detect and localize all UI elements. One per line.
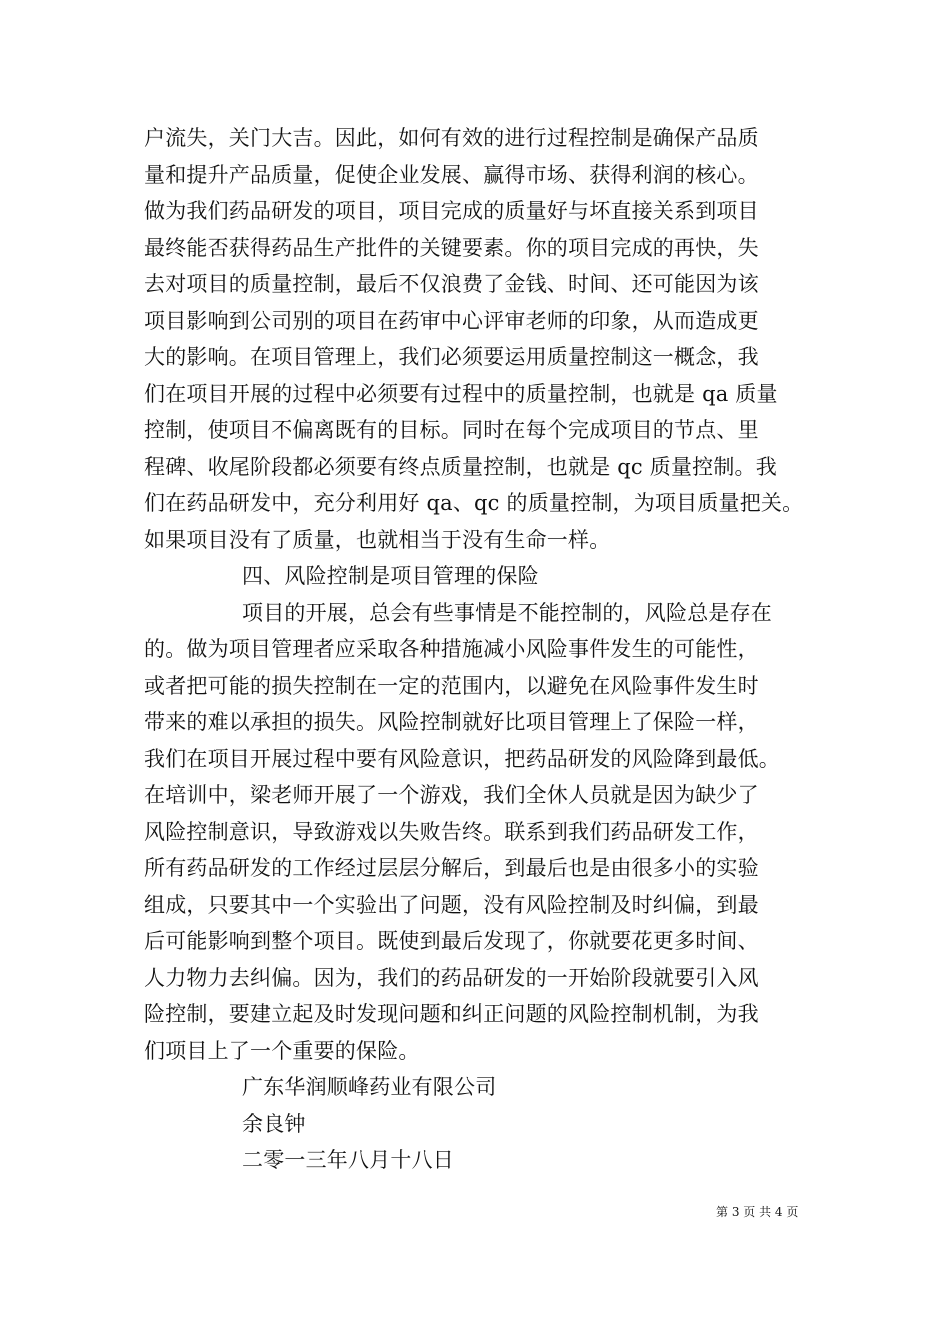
text-line: 四、风险控制是项目管理的保险 — [242, 564, 539, 588]
document-body — [144, 120, 824, 1179]
text-line: 我们在项目开展过程中要有风险意识，把药品研发的风险降到最低。 — [144, 746, 780, 771]
text-line: 所有药品研发的工作经过层层分解后，到最后也是由很多小的实验 — [144, 856, 759, 880]
text-line: 最终能否获得药品生产批件的关键要素。你的项目完成的再快，失 — [144, 235, 759, 260]
text-line: 们在药品研发中，充分利用好 qa、qc 的质量控制，为项目质量把关。 — [144, 491, 804, 515]
text-line: 项目影响到公司别的项目在药审中心评审老师的印象，从而造成更 — [144, 308, 759, 333]
text-line: 们在项目开展的过程中必须要有过程中的质量控制，也就是 qa 质量 — [144, 381, 778, 406]
text-line: 控制，使项目不偏离既有的目标。同时在每个完成项目的节点、里 — [144, 418, 759, 442]
text-line: 余良钟 — [242, 1111, 306, 1136]
text-line: 广东华润顺峰药业有限公司 — [242, 1075, 497, 1099]
text-line: 做为我们药品研发的项目，项目完成的质量好与坏直接关系到项目 — [144, 199, 759, 223]
text-line: 们项目上了一个重要的保险。 — [144, 1038, 420, 1063]
text-line: 的。做为项目管理者应采取各种措施减小风险事件发生的可能性， — [144, 637, 759, 661]
text-line: 二零一三年八月十八日 — [242, 1148, 454, 1172]
text-line: 大的影响。在项目管理上，我们必须要运用质量控制这一概念，我 — [144, 345, 759, 369]
text-line: 项目的开展，总会有些事情是不能控制的，风险总是存在 — [242, 600, 772, 625]
text-line: 风险控制意识，导致游戏以失败告终。联系到我们药品研发工作， — [144, 819, 759, 844]
text-line: 后可能影响到整个项目。既使到最后发现了，你就要花更多时间、 — [144, 929, 759, 953]
text-line: 险控制，要建立起及时发现问题和纠正问题的风险控制机制，为我 — [144, 1002, 759, 1026]
text-line: 带来的难以承担的损失。风险控制就好比项目管理上了保险一样， — [144, 710, 759, 734]
text-line: 人力物力去纠偏。因为，我们的药品研发的一开始阶段就要引入风 — [144, 965, 759, 990]
text-line: 程碑、收尾阶段都必须要有终点质量控制，也就是 qc 质量控制。我 — [144, 454, 777, 479]
text-line: 户流失，关门大吉。因此，如何有效的进行过程控制是确保产品质 — [144, 126, 759, 150]
text-line: 去对项目的质量控制，最后不仅浪费了金钱、时间、还可能因为该 — [144, 272, 759, 296]
page-number-footer: 第 3 页 共 4 页 — [716, 1205, 799, 1219]
text-line: 组成，只要其中一个实验出了问题，没有风险控制及时纠偏，到最 — [144, 892, 759, 917]
text-line: 如果项目没有了质量，也就相当于没有生命一样。 — [144, 527, 611, 552]
text-line: 量和提升产品质量，促使企业发展、赢得市场、获得利润的核心。 — [144, 162, 759, 187]
text-line: 或者把可能的损失控制在一定的范围内，以避免在风险事件发生时 — [144, 673, 759, 698]
text-line: 在培训中，梁老师开展了一个游戏，我们全休人员就是因为缺少了 — [144, 783, 759, 807]
